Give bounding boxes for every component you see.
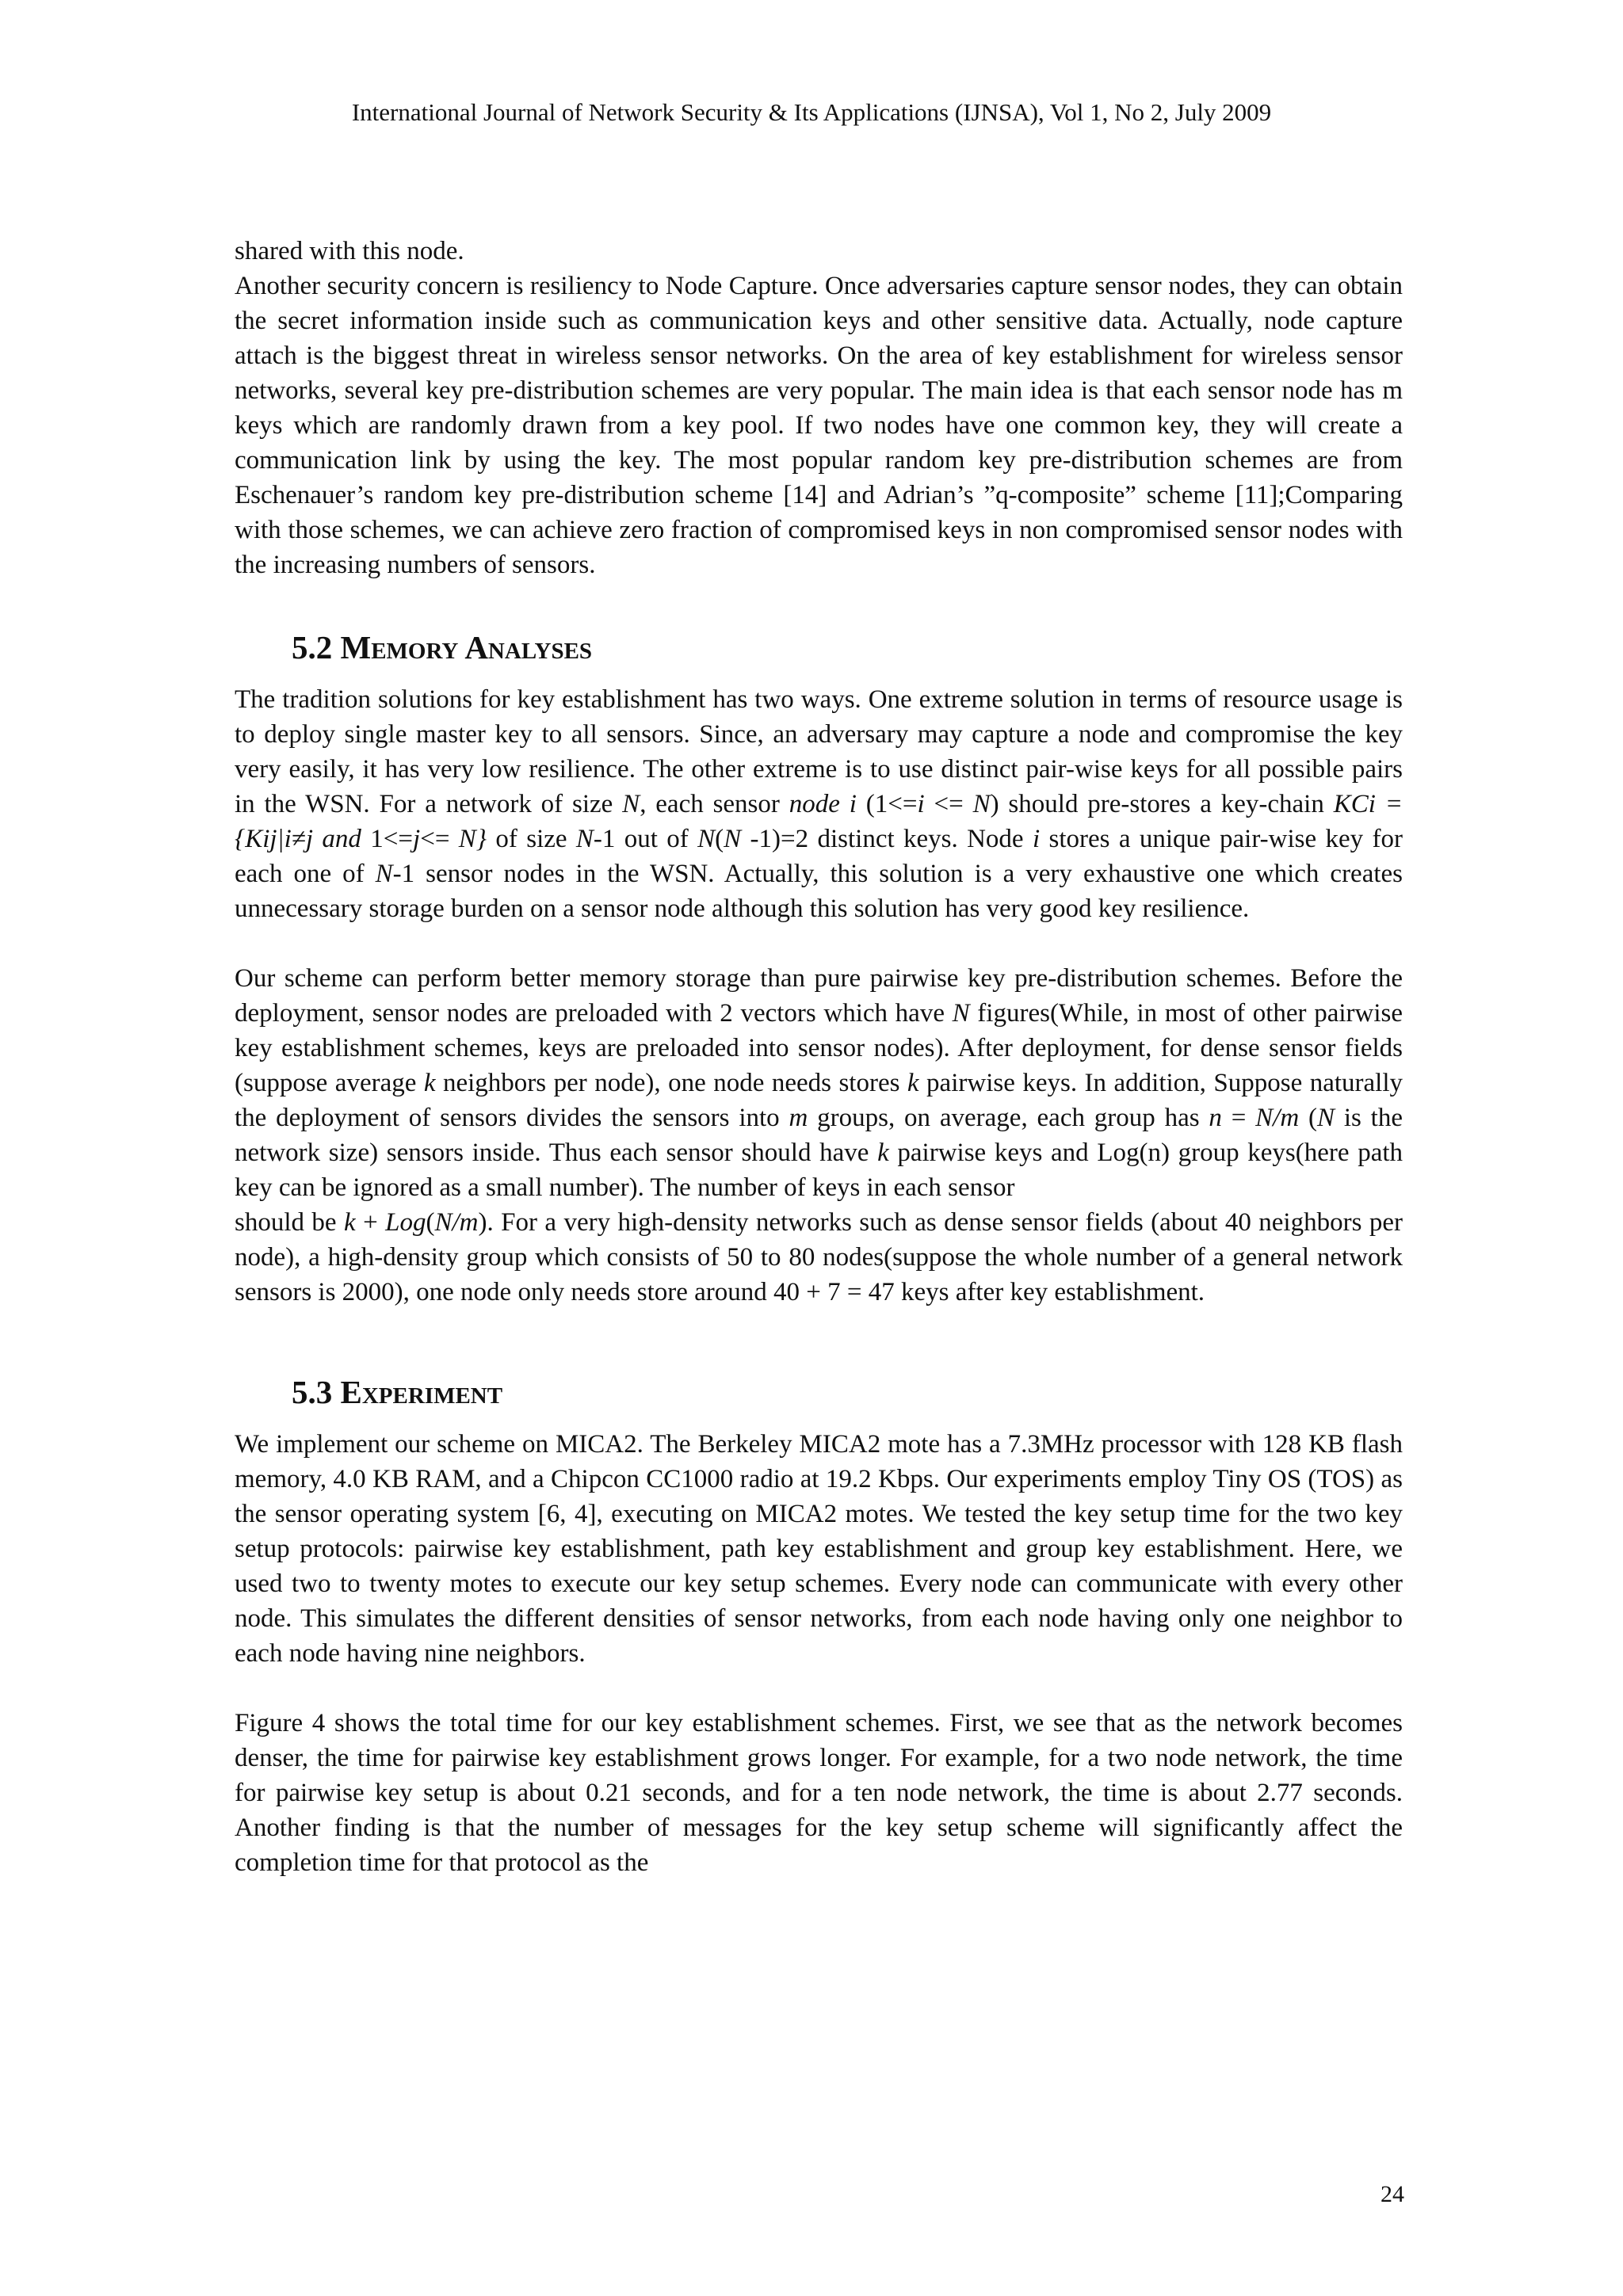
- page-number: 24: [1381, 2181, 1404, 2207]
- paragraph-keys-per-sensor: should be k + Log(N/m). For a very high-density networks such as dense sensor fields (about 40 neighbors per node), a high-density group which consists of 50 to 80 nodes(suppose the whole number of a general network sensors is 2000), one node only needs store around 40 + 7 = 47 keys after key establishment.: [235, 1208, 1403, 1306]
- section-title: Experiment: [340, 1374, 503, 1410]
- paragraph-tradition-solutions: The tradition solutions for key establishment has two ways. One extreme solution in terms of resource usage is to deploy single master key to all sensors. Since, an adversary may capture a node and compromise the key very easily, it has very low resilience. The other extreme is to use distinct pair-wise keys for all possible pairs in the WSN. For a network of size N, each sensor node i (1<=i <= N) should pre-stores a key-chain KCi = {Kij|i≠j and 1<=j<= N} of size N-1 out of N(N -1)=2 distinct keys. Node i stores a unique pair-wise key for each one of N-1 sensor nodes in the WSN. Actually, this solution is a very exhaustive one which creates unnecessary storage burden on a sensor node although this solution has very good key resilience.: [235, 685, 1403, 923]
- paragraph-shared-node: shared with this node.: [235, 237, 464, 265]
- section-title: Memory Analyses: [340, 629, 593, 666]
- section-heading-5-2: [292, 627, 1403, 668]
- page-body: [235, 234, 1403, 1880]
- paragraph-our-scheme-memory: Our scheme can perform better memory storage than pure pairwise key pre-distribution schemes. Before the deployment, sensor nodes are preloaded with 2 vectors which have N figures(While, in most of other pairwise key establishment schemes, keys are preloaded into sensor nodes). After deployment, for dense sensor fields (suppose average k neighbors per node), one node needs stores k pairwise keys. In addition, Suppose naturally the deployment of sensors divides the sensors into m groups, on average, each group has n = N/m (N is the network size) sensors inside. Thus each sensor should have k pairwise keys and Log(n) group keys(here path key can be ignored as a small number). The number of keys in each sensor: [235, 964, 1403, 1202]
- section-number: 5.2: [292, 629, 333, 666]
- paragraph-figure-4-results: Figure 4 shows the total time for our key establishment schemes. First, we see that as the network becomes denser, the time for pairwise key establishment grows longer. For example, for a two node network, the time for pairwise key setup is about 0.21 seconds, and for a ten node network, the time is about 2.77 seconds. Another finding is that the number of messages for the key setup scheme will significantly affect the completion time for that protocol as the: [235, 1709, 1403, 1877]
- paragraph-node-capture: Another security concern is resiliency to Node Capture. Once adversaries capture sensor nodes, they can obtain the secret information inside such as communication keys and other sensitive data. Actually, node capture attach is the biggest threat in wireless sensor networks. On the area of key establishment for wireless sensor networks, several key pre-distribution schemes are very popular. The main idea is that each sensor node has m keys which are randomly drawn from a key pool. If two nodes have one common key, they will create a communication link by using the key. The most popular random key pre-distribution schemes are from Eschenauer’s random key pre-distribution scheme [14] and Adrian’s ”q-composite” scheme [11];Comparing with those schemes, we can achieve zero fraction of compromised keys in non compromised sensor nodes with the increasing numbers of sensors.: [235, 272, 1403, 579]
- section-heading-5-3: [292, 1371, 1403, 1413]
- journal-header: International Journal of Network Security & Its Applications (IJNSA), Vol 1, No 2, July 2009: [351, 98, 1272, 126]
- paragraph-mica2-implementation: We implement our scheme on MICA2. The Berkeley MICA2 mote has a 7.3MHz processor with 128 KB flash memory, 4.0 KB RAM, and a Chipcon CC1000 radio at 19.2 Kbps. Our experiments employ Tiny OS (TOS) as the sensor operating system [6, 4], executing on MICA2 motes. We tested the key setup time for the two key setup protocols: pairwise key establishment, path key establishment and group key establishment. Here, we used two to twenty motes to execute our key setup schemes. Every node can communicate with every other node. This simulates the different densities of sensor networks, from each node having only one neighbor to each node having nine neighbors.: [235, 1430, 1403, 1668]
- section-number: 5.3: [292, 1374, 333, 1410]
